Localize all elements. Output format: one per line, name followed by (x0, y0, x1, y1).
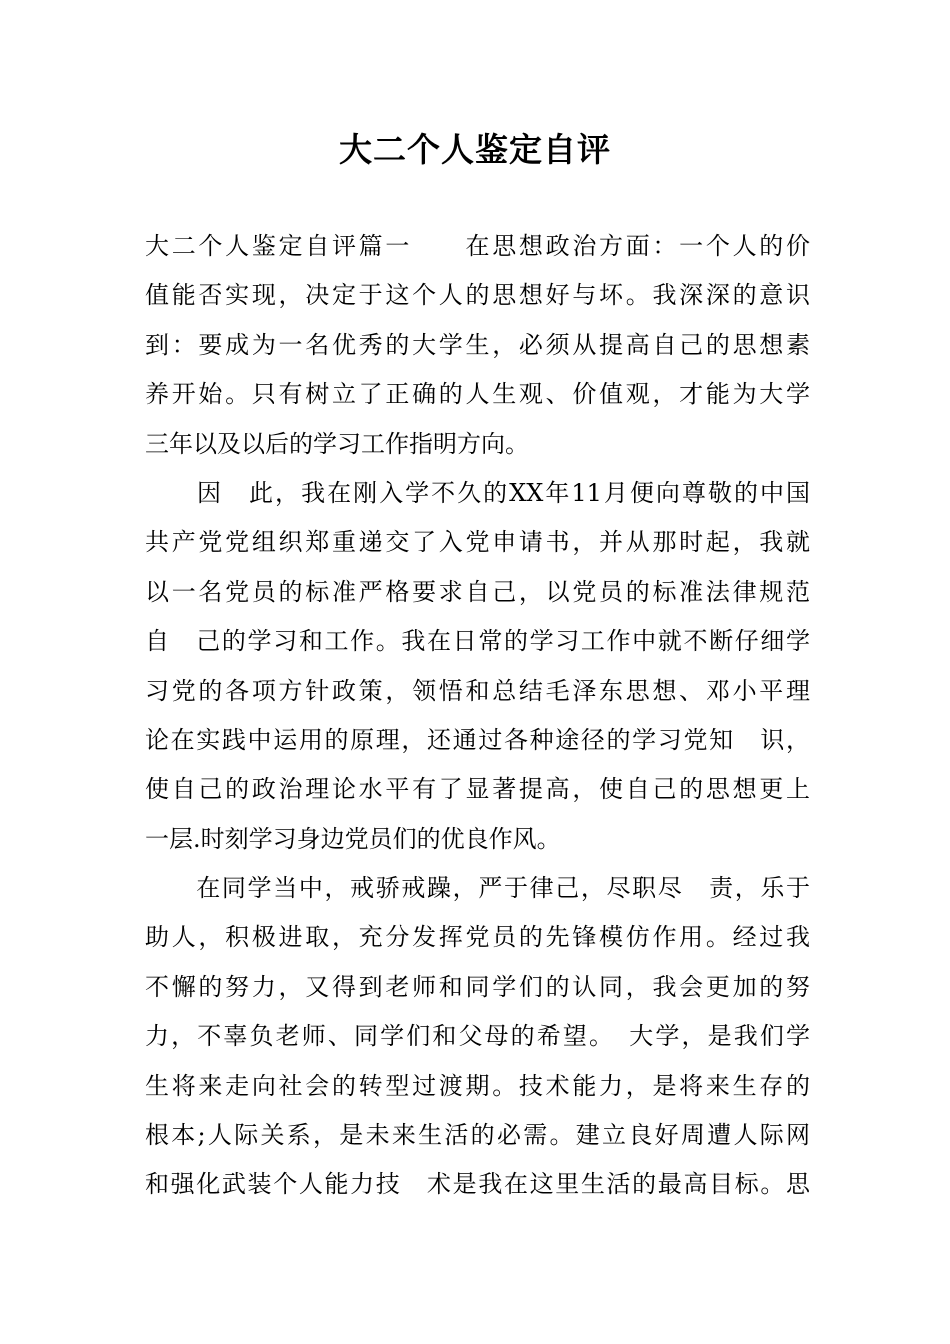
body-line: 到：要成为一名优秀的大学生，必须从提高自己的思想素 (145, 330, 810, 359)
body-line: 力，不辜负老师、同学们和父母的希望。 大学，是我们学 (145, 1022, 810, 1051)
body-line: 和强化武装个人能力技 术是我在这里生活的最高目标。思 (145, 1170, 810, 1199)
body-line: 生将来走向社会的转型过渡期。技术能力，是将来生存的 (145, 1071, 810, 1100)
body-line: 在同学当中，戒骄戒躁，严于律己，尽职尽 责，乐于 (145, 874, 810, 903)
body-line: 共产党党组织郑重递交了入党申请书，并从那时起，我就 (145, 528, 810, 557)
body-line: 论在实践中运用的原理，还通过各种途径的学习党知 识， (145, 725, 810, 754)
body-line: 根本;人际关系，是未来生活的必需。建立良好周遭人际网 (145, 1121, 810, 1150)
body-line: 自 己的学习和工作。我在日常的学习工作中就不断仔细学 (145, 627, 810, 656)
body-line: 三年以及以后的学习工作指明方向。 (145, 429, 529, 458)
body-line: 大二个人鉴定自评篇一 在思想政治方面：一个人的价 (145, 232, 810, 260)
document-body (145, 222, 810, 1210)
body-line: 习党的各项方针政策，领悟和总结毛泽东思想、邓小平理 (145, 676, 810, 705)
body-line: 一层.时刻学习身边党员们的优良作风。 (145, 824, 561, 853)
body-line: 养开始。只有树立了正确的人生观、价值观，才能为大学 (145, 380, 810, 409)
body-line: 使自己的政治理论水平有了显著提高，使自己的思想更上 (145, 775, 810, 804)
body-line: 不懈的努力，又得到老师和同学们的认同，我会更加的努 (145, 972, 810, 1001)
body-line: 助人，积极进取，充分发挥党员的先锋模仿作用。经过我 (145, 923, 810, 952)
body-line: 以一名党员的标准严格要求自己，以党员的标准法律规范 (145, 577, 810, 606)
body-line: 因 此，我在刚入学不久的XX年11月便向尊敬的中国 (145, 478, 810, 507)
document-title: 大二个人鉴定自评 (339, 130, 611, 169)
body-line: 值能否实现，决定于这个人的思想好与坏。我深深的意识 (145, 281, 810, 310)
